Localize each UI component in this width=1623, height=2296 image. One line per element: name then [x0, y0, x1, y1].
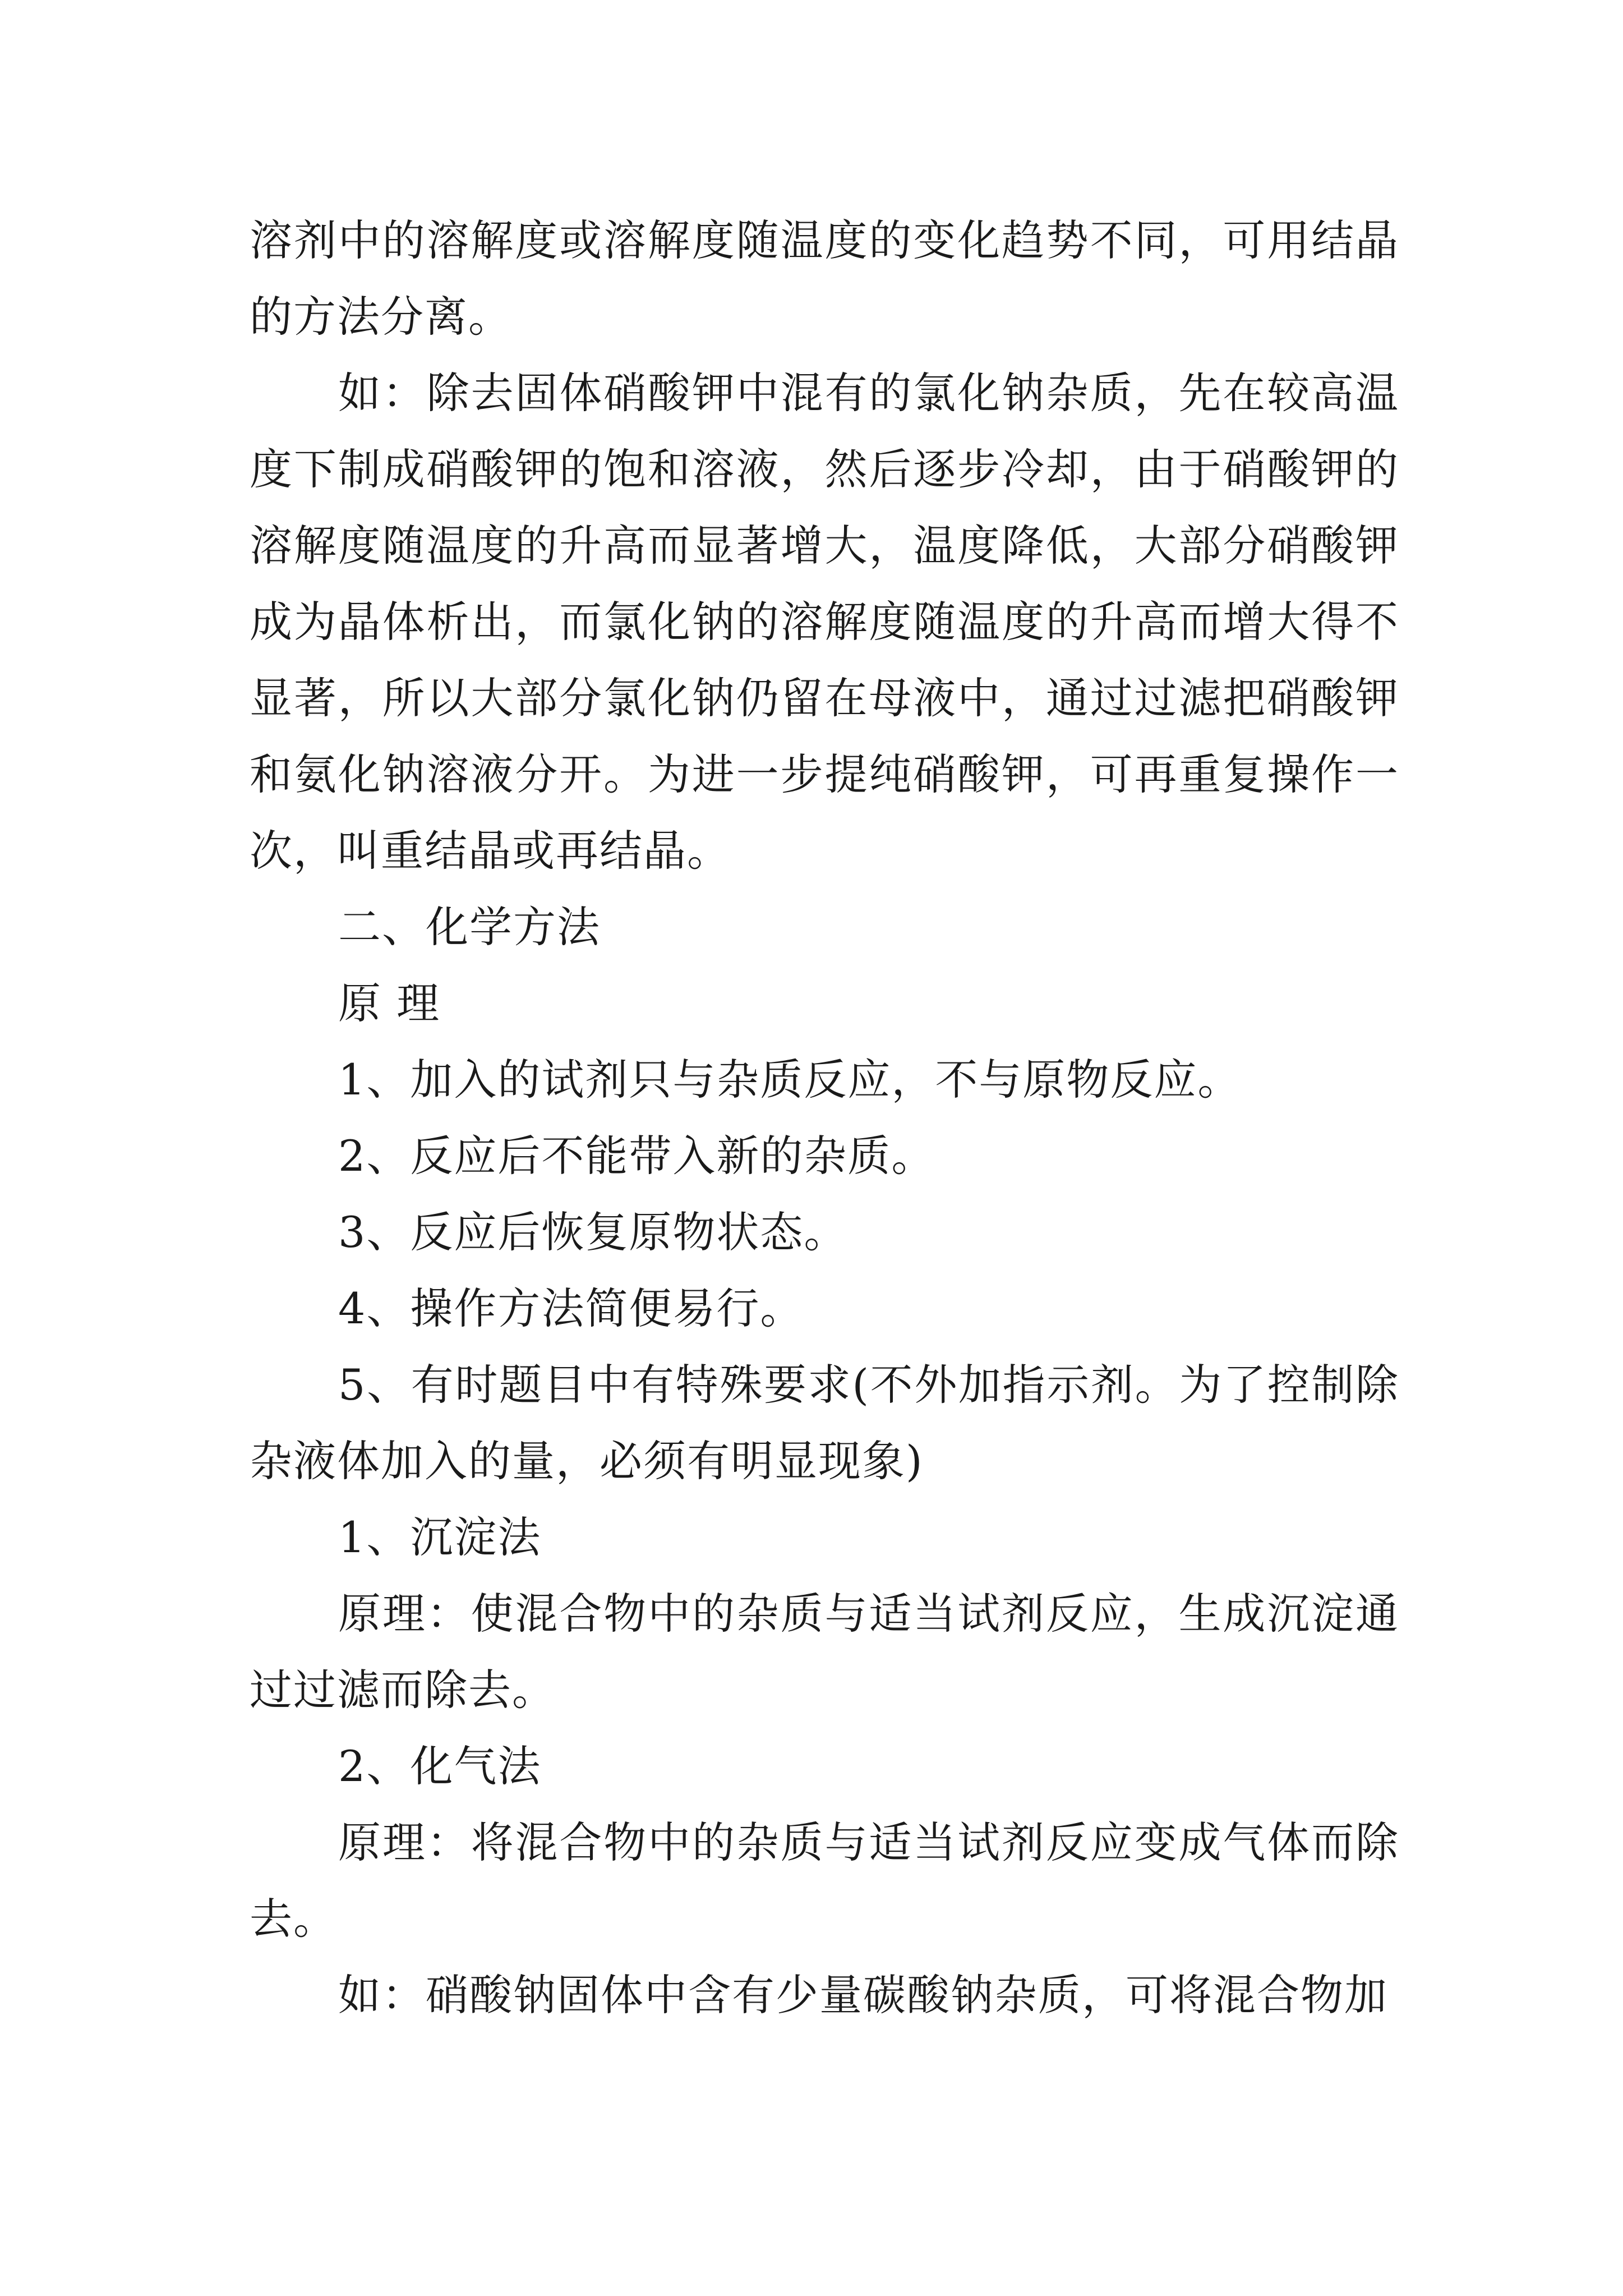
principle-item-5: 5、有时题目中有特殊要求(不外加指示剂。为了控制除杂液体加入的量，必须有明显现象)	[250, 1360, 1399, 1486]
method-heading-gasification: 2、化气法	[338, 1741, 542, 1791]
precipitation-principle: 原理：使混合物中的杂质与适当试剂反应，生成沉淀通过过滤而除去。	[250, 1589, 1399, 1715]
method-heading-precipitation: 1、沉淀法	[338, 1512, 542, 1562]
principle-item-4: 4、操作方法简便易行。	[338, 1283, 804, 1333]
section-heading-chemical-method: 二、化学方法	[338, 902, 601, 952]
principle-item-1: 1、加入的试剂只与杂质反应，不与原物反应。	[338, 1055, 1242, 1105]
document-body	[250, 203, 1399, 2033]
gasification-example: 如：硝酸钠固体中含有少量碳酸钠杂质，可将混合物加	[338, 1970, 1388, 2020]
subheading-principle: 原 理	[338, 978, 441, 1028]
gasification-principle: 原理：将混合物中的杂质与适当试剂反应变成气体而除去。	[250, 1818, 1399, 1944]
paragraph-2: 如：除去固体硝酸钾中混有的氯化钠杂质，先在较高温度下制成硝酸钾的饱和溶液，然后逐步冷却，由于硝酸钾的溶解度随温度的升高而显著增大，温度降低，大部分硝酸钾成为晶体析出，而氯化钠的溶解度随温度的升高而增大得不显著，所以大部分氯化钠仍留在母液中，通过过滤把硝酸钾和氨化钠溶液分开。为进一步提纯硝酸钾，可再重复操作一次，叫重结晶或再结晶。	[250, 368, 1399, 876]
principle-item-2: 2、反应后不能带入新的杂质。	[338, 1131, 935, 1181]
paragraph-1: 溶剂中的溶解度或溶解度随温度的变化趋势不同，可用结晶的方法分离。	[250, 215, 1399, 342]
principle-item-3: 3、反应后恢复原物状态。	[338, 1207, 848, 1257]
